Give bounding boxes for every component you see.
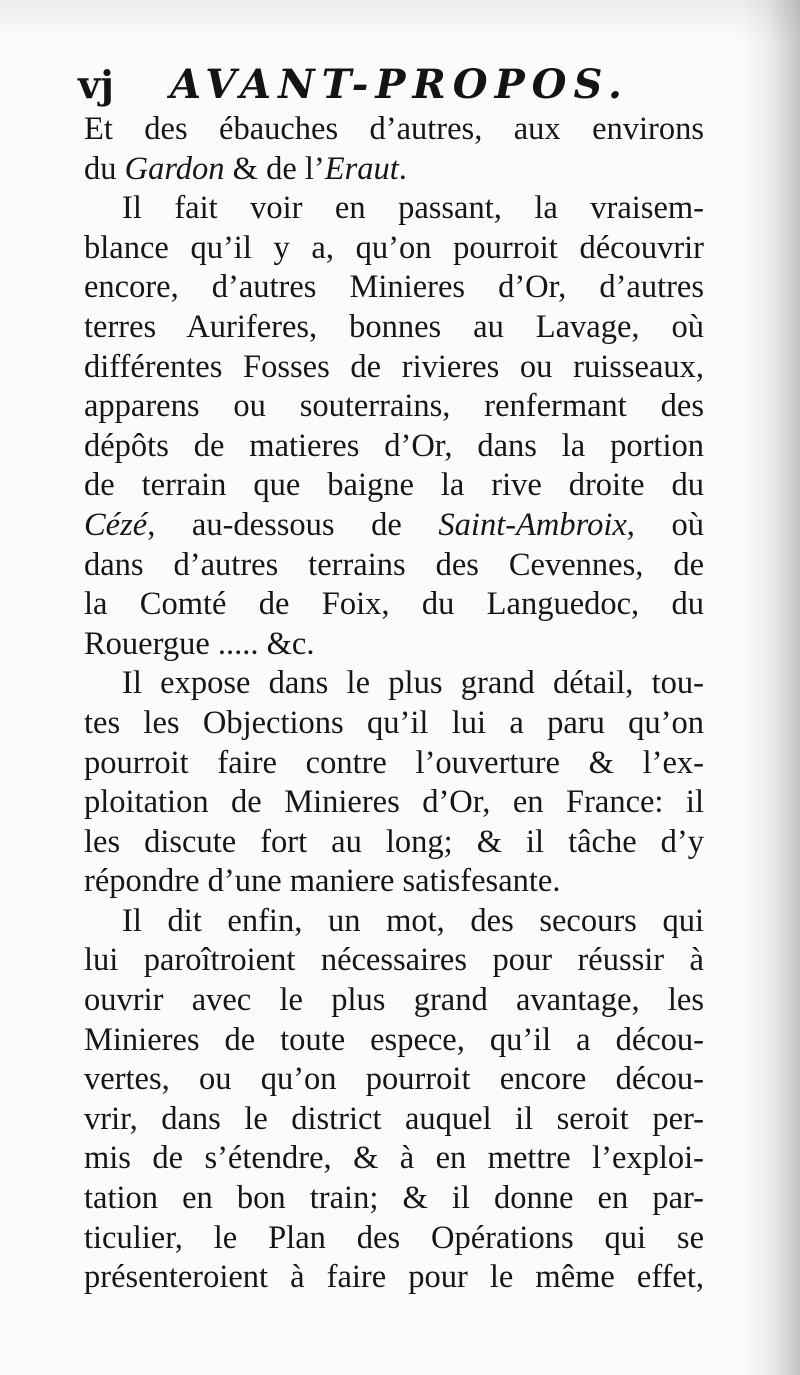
italic-text: Cézé <box>84 506 148 543</box>
text-segment: du <box>84 150 125 187</box>
text-line <box>84 546 704 586</box>
text-line <box>84 1060 704 1100</box>
page-gutter-shadow <box>740 0 800 1375</box>
text-line <box>84 862 704 902</box>
text-line <box>84 585 704 625</box>
text-segment: Il expose dans le plus grand détail, tou- <box>122 665 704 702</box>
text-segment: ouvrir avec le plus grand avantage, les <box>84 982 704 1019</box>
text-segment: de terrain que baigne la rive droite du <box>84 467 704 504</box>
italic-text: Eraut <box>324 150 399 187</box>
text-line <box>84 1021 704 1061</box>
text-line <box>84 1179 704 1219</box>
text-line <box>84 1219 704 1259</box>
text-line <box>84 941 704 981</box>
text-segment: . <box>398 150 407 187</box>
text-segment: ploitation de Minieres d’Or, en France: il <box>84 784 704 821</box>
text-segment: vertes, ou qu’on pourroit encore décou- <box>84 1061 704 1098</box>
italic-text: Gardon <box>124 150 225 187</box>
text-line <box>84 981 704 1021</box>
text-segment: , au-dessous de <box>147 506 439 543</box>
text-line <box>84 625 704 665</box>
text-segment: vrir, dans le district auquel il seroit per- <box>84 1100 704 1137</box>
body-text <box>84 110 704 1298</box>
text-segment: répondre d’une maniere satisfesante. <box>84 863 561 900</box>
text-segment: Et des ébauches d’autres, aux environs <box>84 111 704 147</box>
text-segment: lui paroîtroient nécessaires pour réussir à <box>84 942 704 979</box>
text-line <box>84 308 704 348</box>
text-line <box>84 704 704 744</box>
text-line <box>84 664 704 704</box>
text-segment: différentes Fosses de rivieres ou ruisseaux, <box>84 348 704 385</box>
text-segment: dans d’autres terrains des Cevennes, de <box>84 546 704 583</box>
text-line <box>84 348 704 388</box>
running-title: AVANT-PROPOS. <box>170 61 629 108</box>
text-segment: Minieres de toute espece, qu’il a décou- <box>84 1021 704 1058</box>
text-segment: blance qu’il y a, qu’on pourroit découvrir <box>84 229 704 266</box>
text-segment: ticulier, le Plan des Opérations qui se <box>84 1219 704 1256</box>
text-segment: tation en bon train; & il donne en par- <box>84 1180 704 1217</box>
text-segment: terres Auriferes, bonnes au Lavage, où <box>84 308 704 345</box>
text-segment: Il fait voir en passant, la vraisem- <box>122 190 704 227</box>
page-header <box>78 60 718 110</box>
text-line <box>84 902 704 942</box>
text-segment: & de l’ <box>224 150 325 187</box>
text-line <box>84 189 704 229</box>
page-top-shadow <box>0 0 800 40</box>
text-line <box>84 506 704 546</box>
page-number: vj <box>78 62 114 107</box>
text-line <box>84 229 704 269</box>
text-segment: , où <box>626 506 705 543</box>
text-segment: Il dit enfin, un mot, des secours qui <box>122 902 704 939</box>
text-line <box>84 387 704 427</box>
text-segment: pourroit faire contre l’ouverture & l’ex- <box>84 744 704 781</box>
text-line <box>84 466 704 506</box>
text-line <box>84 783 704 823</box>
text-line <box>84 1258 704 1298</box>
text-line <box>84 823 704 863</box>
text-segment: apparens ou souterrains, renfermant des <box>84 388 704 425</box>
italic-text: Saint-Ambroix <box>438 506 627 543</box>
text-line <box>84 1139 704 1179</box>
text-line <box>84 744 704 784</box>
text-line <box>84 110 704 150</box>
text-segment: les discute fort au long; & il tâche d’y <box>84 823 704 860</box>
text-segment: Rouergue ..... &c. <box>84 625 315 662</box>
text-segment: dépôts de matieres d’Or, dans la portion <box>84 427 704 464</box>
text-segment: encore, d’autres Minieres d’Or, d’autres <box>84 269 704 306</box>
text-line <box>84 150 704 190</box>
text-segment: présenteroient à faire pour le même effet, <box>84 1259 704 1296</box>
text-line <box>84 1100 704 1140</box>
text-line <box>84 268 704 308</box>
text-segment: mis de s’étendre, & à en mettre l’exploi- <box>84 1140 704 1177</box>
text-line <box>84 427 704 467</box>
text-segment: tes les Objections qu’il lui a paru qu’on <box>84 704 704 741</box>
text-segment: la Comté de Foix, du Languedoc, du <box>84 586 704 623</box>
